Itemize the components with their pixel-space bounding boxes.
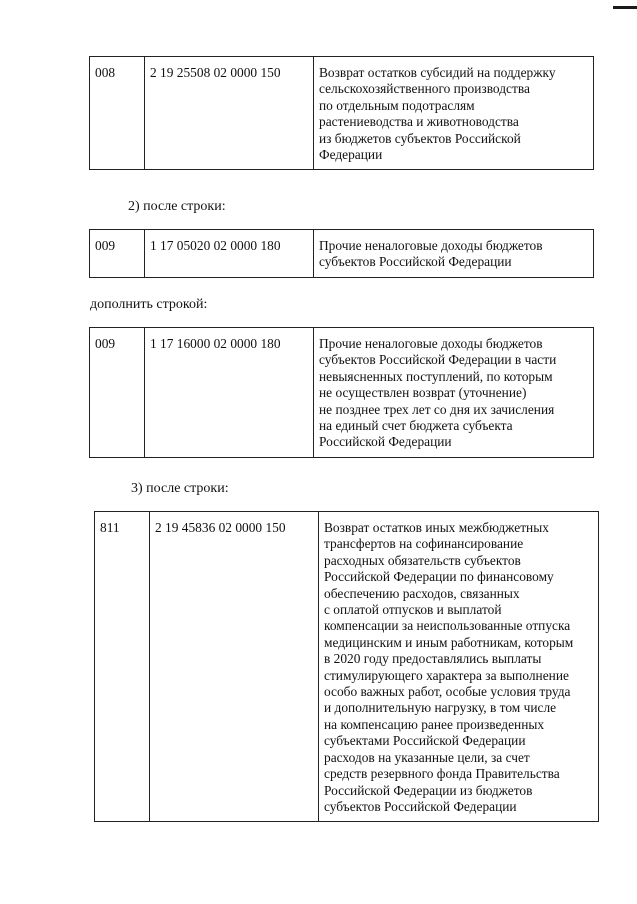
description-line: Прочие неналоговые доходы бюджетов <box>319 336 543 351</box>
description-line: в 2020 году предоставлялись выплаты <box>324 651 542 667</box>
caption-after-row-2: 2) после строки: <box>128 199 226 214</box>
kbk-code-cell: 2 19 45836 02 0000 150 <box>150 512 319 822</box>
budget-table-3 <box>89 327 594 458</box>
description-line: стимулирующего характера за выполнение <box>324 667 569 683</box>
caption-add-row: дополнить строкой: <box>90 297 208 312</box>
description-line: с оплатой отпусков и выплатой <box>324 602 502 618</box>
kbk-code-cell: 2 19 25508 02 0000 150 <box>145 57 314 170</box>
description-line: не осуществлен возврат (уточнение) <box>319 385 527 401</box>
description-line: по отдельным подотраслям <box>319 97 475 113</box>
description-line: и дополнительную нагрузку, в том числе <box>324 700 557 716</box>
description-cell <box>314 328 594 458</box>
admin-code-cell: 009 <box>90 230 145 278</box>
description-line: из бюджетов субъектов Российской <box>319 130 521 146</box>
admin-code-cell: 811 <box>95 512 150 822</box>
description-cell <box>314 57 594 170</box>
description-line: невыясненных поступлений, по которым <box>319 368 553 384</box>
table-row <box>90 328 594 458</box>
description-cell <box>314 230 594 278</box>
description-line: расходов на указанные цели, за счет <box>324 749 530 765</box>
description-line: Федерации <box>319 147 383 163</box>
kbk-code-cell: 1 17 16000 02 0000 180 <box>145 328 314 458</box>
description-line: субъектами Российской Федерации <box>324 733 526 749</box>
description-line: Российской Федерации по финансовому <box>324 569 554 585</box>
description-line: Возврат остатков субсидий на поддержку <box>319 65 556 80</box>
description-line: на компенсацию ранее произведенных <box>324 716 545 732</box>
description-line: растениеводства и животноводства <box>319 114 519 130</box>
description-line: субъектов Российской Федерации <box>319 254 512 270</box>
caption-after-row-3: 3) после строки: <box>131 481 229 496</box>
description-line: расходных обязательств субъектов <box>324 552 521 568</box>
description-line: трансфертов на софинансирование <box>324 536 524 552</box>
table-row <box>95 512 599 822</box>
description-line: Российской Федерации из бюджетов <box>324 782 533 798</box>
description-line: особо важных работ, особые условия труда <box>324 684 571 700</box>
description-cell <box>319 512 599 822</box>
description-line: не позднее трех лет со дня их зачисления <box>319 401 555 417</box>
description-line: субъектов Российской Федерации в части <box>319 352 557 368</box>
page-corner-mark <box>613 6 637 9</box>
budget-table-2 <box>89 229 594 278</box>
table-row <box>90 57 594 170</box>
admin-code-cell: 009 <box>90 328 145 458</box>
admin-code-cell: 008 <box>90 57 145 170</box>
description-line: Возврат остатков иных межбюджетных <box>324 520 549 535</box>
description-line: обеспечению расходов, связанных <box>324 585 520 601</box>
description-line: средств резервного фонда Правительства <box>324 766 560 782</box>
kbk-code-cell: 1 17 05020 02 0000 180 <box>145 230 314 278</box>
description-line: на единый счет бюджета субъекта <box>319 418 513 434</box>
description-line: Российской Федерации <box>319 434 452 450</box>
description-line: сельскохозяйственного производства <box>319 81 530 97</box>
table-row <box>90 230 594 278</box>
description-line: субъектов Российской Федерации <box>324 798 517 814</box>
description-line: медицинским и иным работникам, которым <box>324 634 574 650</box>
description-line: Прочие неналоговые доходы бюджетов <box>319 238 543 253</box>
budget-table-4 <box>94 511 599 822</box>
description-line: компенсации за неиспользованные отпуска <box>324 618 571 634</box>
budget-table-1 <box>89 56 594 170</box>
